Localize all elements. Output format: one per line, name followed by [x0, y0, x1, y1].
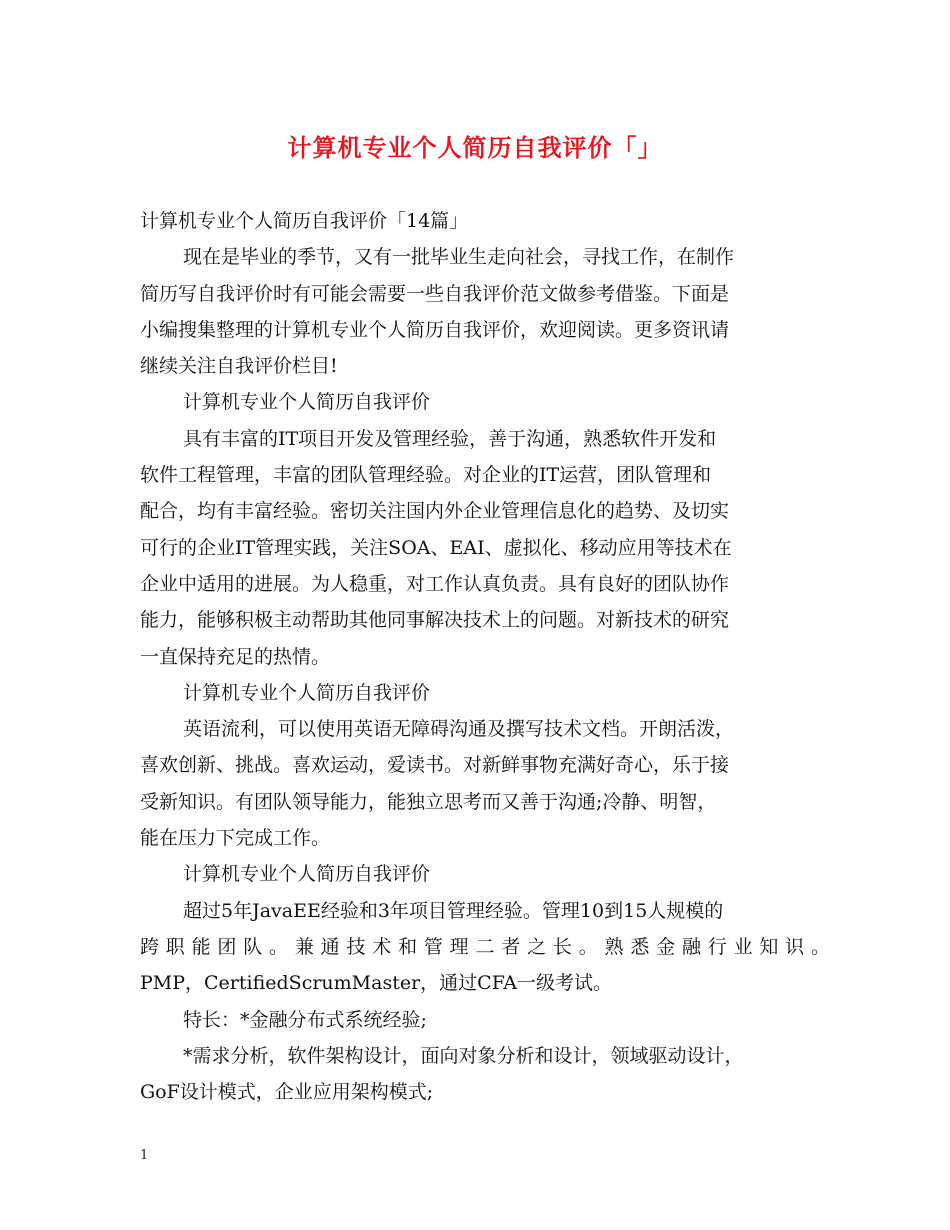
- section-heading: 计算机专业个人简历自我评价: [183, 863, 431, 886]
- paragraph-line: 能力，能够积极主动帮助其他同事解决技术上的问题。对新技术的研究: [140, 609, 730, 632]
- subtitle-line: 计算机专业个人简历自我评价「14篇」: [140, 210, 469, 232]
- paragraph-line: 继续关注自我评价栏目!: [140, 355, 338, 378]
- paragraph-line: PMP，CertifiedScrumMaster，通过CFA一级考试。: [140, 972, 612, 995]
- paragraph-line: *需求分析，软件架构设计，面向对象分析和设计，领域驱动设计，: [183, 1044, 744, 1067]
- paragraph-line: GoF设计模式，企业应用架构模式;: [140, 1081, 434, 1104]
- paragraph-line: 跨职能团队。兼通技术和管理二者之长。熟悉金融行业知识。: [140, 935, 830, 958]
- paragraph-line: 超过5年JavaEE经验和3年项目管理经验。管理10到15人规模的: [183, 899, 724, 922]
- paragraph-line: 一直保持充足的热情。: [140, 645, 331, 668]
- paragraph-line: 可行的企业IT管理实践，关注SOA、EAI、虚拟化、移动应用等技术在: [140, 536, 732, 559]
- paragraph-line: 软件工程管理，丰富的团队管理经验。对企业的IT运营，团队管理和: [140, 464, 712, 487]
- paragraph-line: 英语流利，可以使用英语无障碍沟通及撰写技术文档。开朗活泼，: [183, 718, 735, 741]
- document-title: 计算机专业个人简历自我评价「」: [287, 133, 663, 162]
- paragraph-line: 现在是毕业的季节，又有一批毕业生走向社会，寻找工作，在制作: [183, 246, 735, 269]
- paragraph-line: 简历写自我评价时有可能会需要一些自我评价范文做参考借鉴。下面是: [140, 282, 730, 305]
- paragraph-line: 喜欢创新、挑战。喜欢运动，爱读书。对新鲜事物充满好奇心，乐于接: [140, 754, 730, 777]
- paragraph-line: 特长：*金融分布式系统经验;: [183, 1008, 427, 1031]
- paragraph-line: 能在压力下完成工作。: [140, 827, 331, 850]
- paragraph-line: 小编搜集整理的计算机专业个人简历自我评价，欢迎阅读。更多资讯请: [140, 318, 730, 341]
- page-number: 1: [140, 1148, 149, 1163]
- section-heading: 计算机专业个人简历自我评价: [183, 391, 431, 414]
- paragraph-line: 配合，均有丰富经验。密切关注国内外企业管理信息化的趋势、及切实: [140, 500, 730, 523]
- section-heading: 计算机专业个人简历自我评价: [183, 681, 431, 704]
- paragraph-line: 企业中适用的进展。为人稳重，对工作认真负责。具有良好的团队协作: [140, 572, 730, 595]
- paragraph-line: 具有丰富的IT项目开发及管理经验，善于沟通，熟悉软件开发和: [183, 427, 717, 450]
- document-body: [140, 203, 830, 1110]
- paragraph-line: 受新知识。有团队领导能力，能独立思考而又善于沟通;冷静、明智，: [140, 790, 717, 813]
